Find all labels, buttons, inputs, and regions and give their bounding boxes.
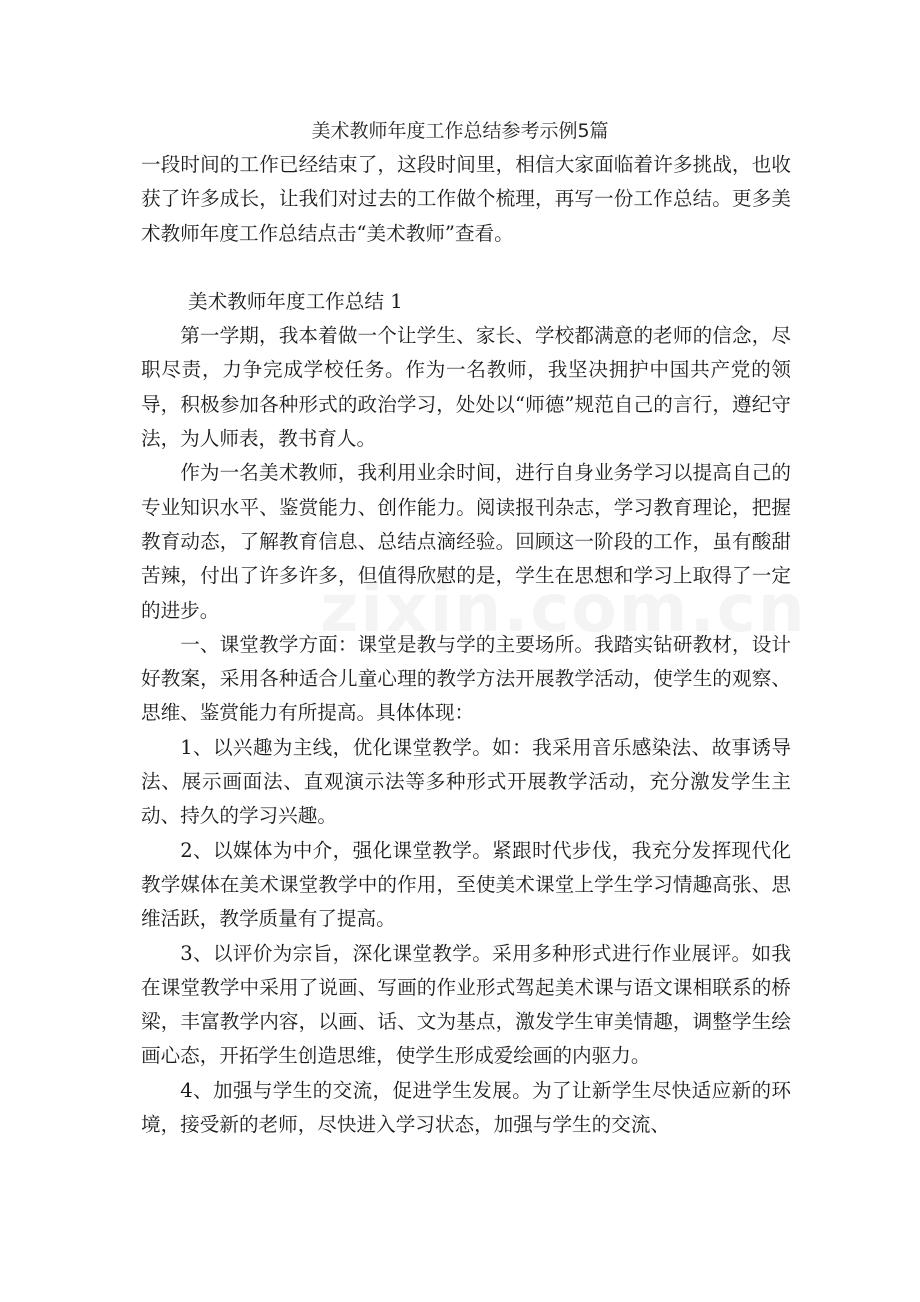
body-paragraph: 2、以媒体为中介，强化课堂教学。紧跟时代步伐，我充分发挥现代化教学媒体在美术课堂教学中的作用，至使美术课堂上学生学习情趣高张、思维活跃，教学质量有了提高。 (141, 838, 791, 931)
section-title: 美术教师年度工作总结 1 (188, 289, 403, 313)
body-paragraph: 作为一名美术教师，我利用业余时间，进行自身业务学习以提高自己的专业知识水平、鉴赏能力、创作能力。阅读报刊杂志，学习教育理论，把握教育动态，了解教育信息、总结点滴经验。回顾这一阶段的工作，虽有酸甜苦辣，付出了许多许多，但值得欣慰的是，学生在思想和学习上取得了一定的进步。 (141, 461, 791, 622)
intro-paragraph: 一段时间的工作已经结束了，这段时间里，相信大家面临着许多挑战，也收获了许多成长，让我们对过去的工作做个梳理，再写一份工作总结。更多美术教师年度工作总结点击“美术教师”查看。 (141, 153, 791, 245)
body-paragraph: 1、以兴趣为主线，优化课堂教学。如：我采用音乐感染法、故事诱导法、展示画面法、直观演示法等多种形式开展教学活动，充分激发学生主动、持久的学习兴趣。 (141, 735, 791, 828)
blank-line (141, 251, 791, 285)
body-paragraph: 4、加强与学生的交流，促进学生发展。为了让新学生尽快适应新的环境，接受新的老师，尽快进入学习状态，加强与学生的交流、 (141, 1078, 791, 1137)
document-body (141, 148, 791, 1142)
document-title: 美术教师年度工作总结参考示例5篇 (311, 120, 609, 142)
body-paragraph: 一、课堂教学方面：课堂是教与学的主要场所。我踏实钻研教材，设计好教案，采用各种适合儿童心理的教学方法开展教学活动，使学生的观察、思维、鉴赏能力有所提高。具体体现： (141, 632, 791, 725)
body-paragraph: 第一学期，我本着做一个让学生、家长、学校都满意的老师的信念，尽职尽责，力争完成学校任务。作为一名教师，我坚决拥护中国共产党的领导，积极参加各种形式的政治学习，处处以“师德”规范自己的言行，遵纪守法，为人师表，教书育人。 (141, 324, 791, 451)
body-paragraph: 3、以评价为宗旨，深化课堂教学。采用多种形式进行作业展评。如我在课堂教学中采用了说画、写画的作业形式驾起美术课与语文课相联系的桥梁，丰富教学内容，以画、话、文为基点，激发学生审美情趣，调整学生绘画心态，开拓学生创造思维，使学生形成爱绘画的内驱力。 (141, 941, 791, 1068)
